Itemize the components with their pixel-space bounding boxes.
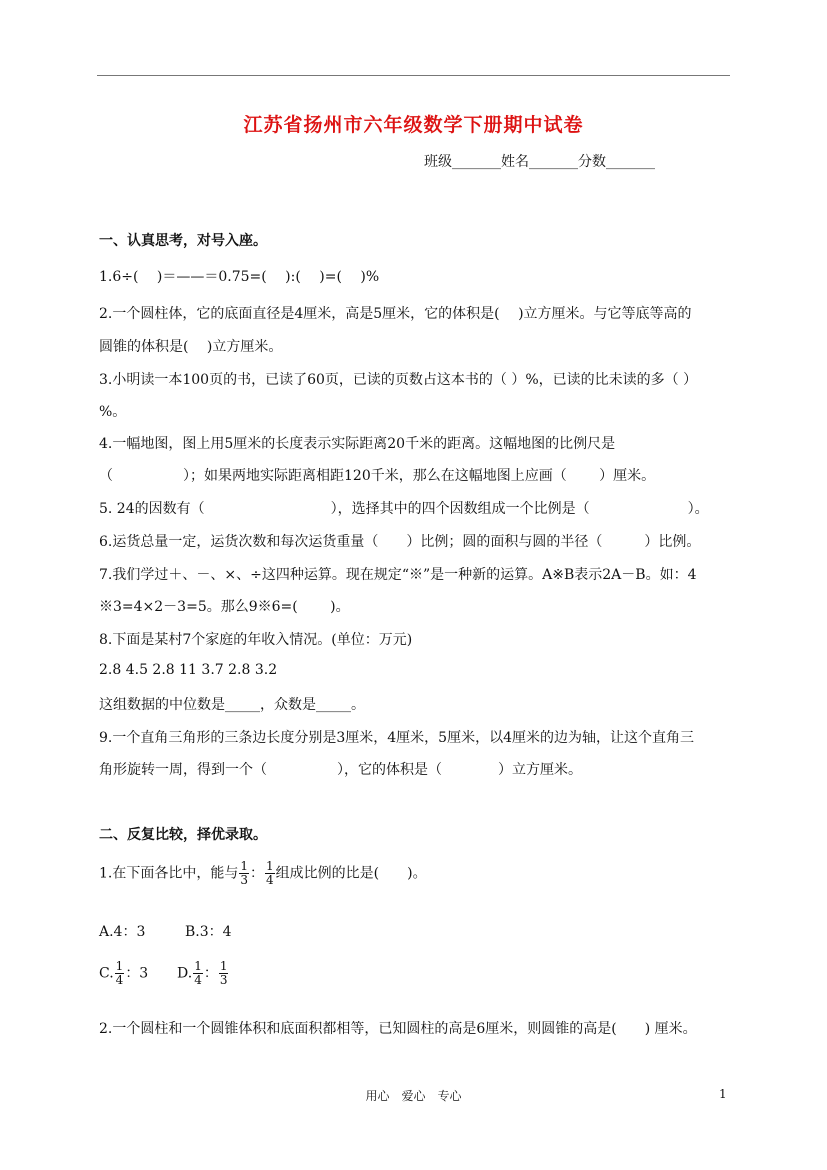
- fraction-one-third: [239, 860, 249, 887]
- option-b: B.3：4: [185, 924, 232, 940]
- option-c-suffix: ：3: [125, 965, 149, 982]
- fraction-one-third: [219, 960, 229, 987]
- s2-q1-line: [99, 860, 427, 887]
- page-number: 1: [719, 1087, 727, 1101]
- ratio-colon: ：: [203, 965, 218, 982]
- option-d: [177, 960, 229, 987]
- option-c: [99, 960, 148, 987]
- q8-line-3: 这组数据的中位数是_____，众数是_____。: [99, 697, 365, 713]
- frac-numerator: 1: [115, 959, 124, 973]
- s2-q1-prefix: 1.在下面各比中，能与: [99, 865, 239, 882]
- fraction-one-fourth: [115, 960, 125, 987]
- fraction-one-fourth: [193, 960, 203, 987]
- fraction-one-fourth: [265, 860, 275, 887]
- q2-line-1: 2.一个圆柱体，它的底面直径是4厘米，高是5厘米，它的体积是( )立方厘米。与它等底等高的: [99, 306, 692, 322]
- frac-numerator: 1: [219, 959, 228, 973]
- q6-line: 6.运货总量一定，运货次数和每次运货重量（ ）比例；圆的面积与圆的半径（ ）比例。: [99, 534, 701, 550]
- frac-denominator: 4: [194, 973, 202, 987]
- header-rule: [97, 75, 730, 76]
- s2-q1-suffix: 组成比例的比是( )。: [275, 865, 427, 882]
- q8-line-1: 8.下面是某村7个家庭的年收入情况。(单位：万元): [99, 632, 413, 648]
- section-2-heading: 二、反复比较，择优录取。: [99, 827, 267, 843]
- q3-line-1: 3.小明读一本100页的书，已读了60页，已读的页数占这本书的（ ）%，已读的比未读的多（ ）: [99, 372, 698, 388]
- q3-line-2: %。: [99, 404, 127, 420]
- option-a: A.4：3: [99, 924, 146, 940]
- q7-line-1: 7.我们学过＋、－、×、÷这四种运算。现在规定“※”是一种新的运算。A※B表示2A－B。如：4: [99, 567, 697, 583]
- q8-data-row: 2.8 4.5 2.8 11 3.7 2.8 3.2: [99, 662, 278, 678]
- frac-numerator: 1: [266, 859, 274, 873]
- frac-denominator: 4: [266, 873, 274, 887]
- frac-denominator: 4: [115, 973, 124, 987]
- q5-line: 5. 24的因数有（ ），选择其中的四个因数组成一个比例是（ ）。: [99, 501, 709, 517]
- section-1-heading: 一、认真思考，对号入座。: [99, 233, 267, 249]
- frac-denominator: 3: [240, 873, 248, 887]
- option-c-prefix: C.: [99, 965, 114, 982]
- frac-numerator: 1: [194, 959, 202, 973]
- frac-numerator: 1: [240, 859, 248, 873]
- q9-line-1: 9.一个直角三角形的三条边长度分别是3厘米，4厘米，5厘米，以4厘米的边为轴，让这个直角三: [99, 730, 694, 746]
- option-d-prefix: D.: [177, 965, 193, 982]
- ratio-colon: ：: [250, 865, 264, 882]
- footer-motto: 用心 爱心 专心: [365, 1089, 462, 1103]
- page-title: 江苏省扬州市六年级数学下册期中试卷: [243, 114, 584, 136]
- q4-line-1: 4.一幅地图，图上用5厘米的长度表示实际距离20千米的距离。这幅地图的比例尺是: [99, 436, 616, 452]
- q9-line-2: 角形旋转一周，得到一个（ ），它的体积是（ ）立方厘米。: [99, 762, 582, 778]
- q1-line: 1.6÷( )＝——＝0.75=( ):( )=( )%: [99, 269, 380, 285]
- q7-line-2: ※3=4×2－3=5。那么9※6=( )。: [99, 599, 350, 615]
- q4-line-2: （ ）；如果两地实际距离相距120千米，那么在这幅地图上应画（ ）厘米。: [99, 468, 656, 484]
- q2-line-2: 圆锥的体积是( )立方厘米。: [99, 339, 283, 355]
- s2-q2-line: 2.一个圆柱和一个圆锥体积和底面积都相等，已知圆柱的高是6厘米，则圆锥的高是( ) 厘米。: [99, 1021, 697, 1037]
- frac-denominator: 3: [219, 973, 228, 987]
- student-info-line: 班级_______姓名_______分数_______: [424, 154, 655, 170]
